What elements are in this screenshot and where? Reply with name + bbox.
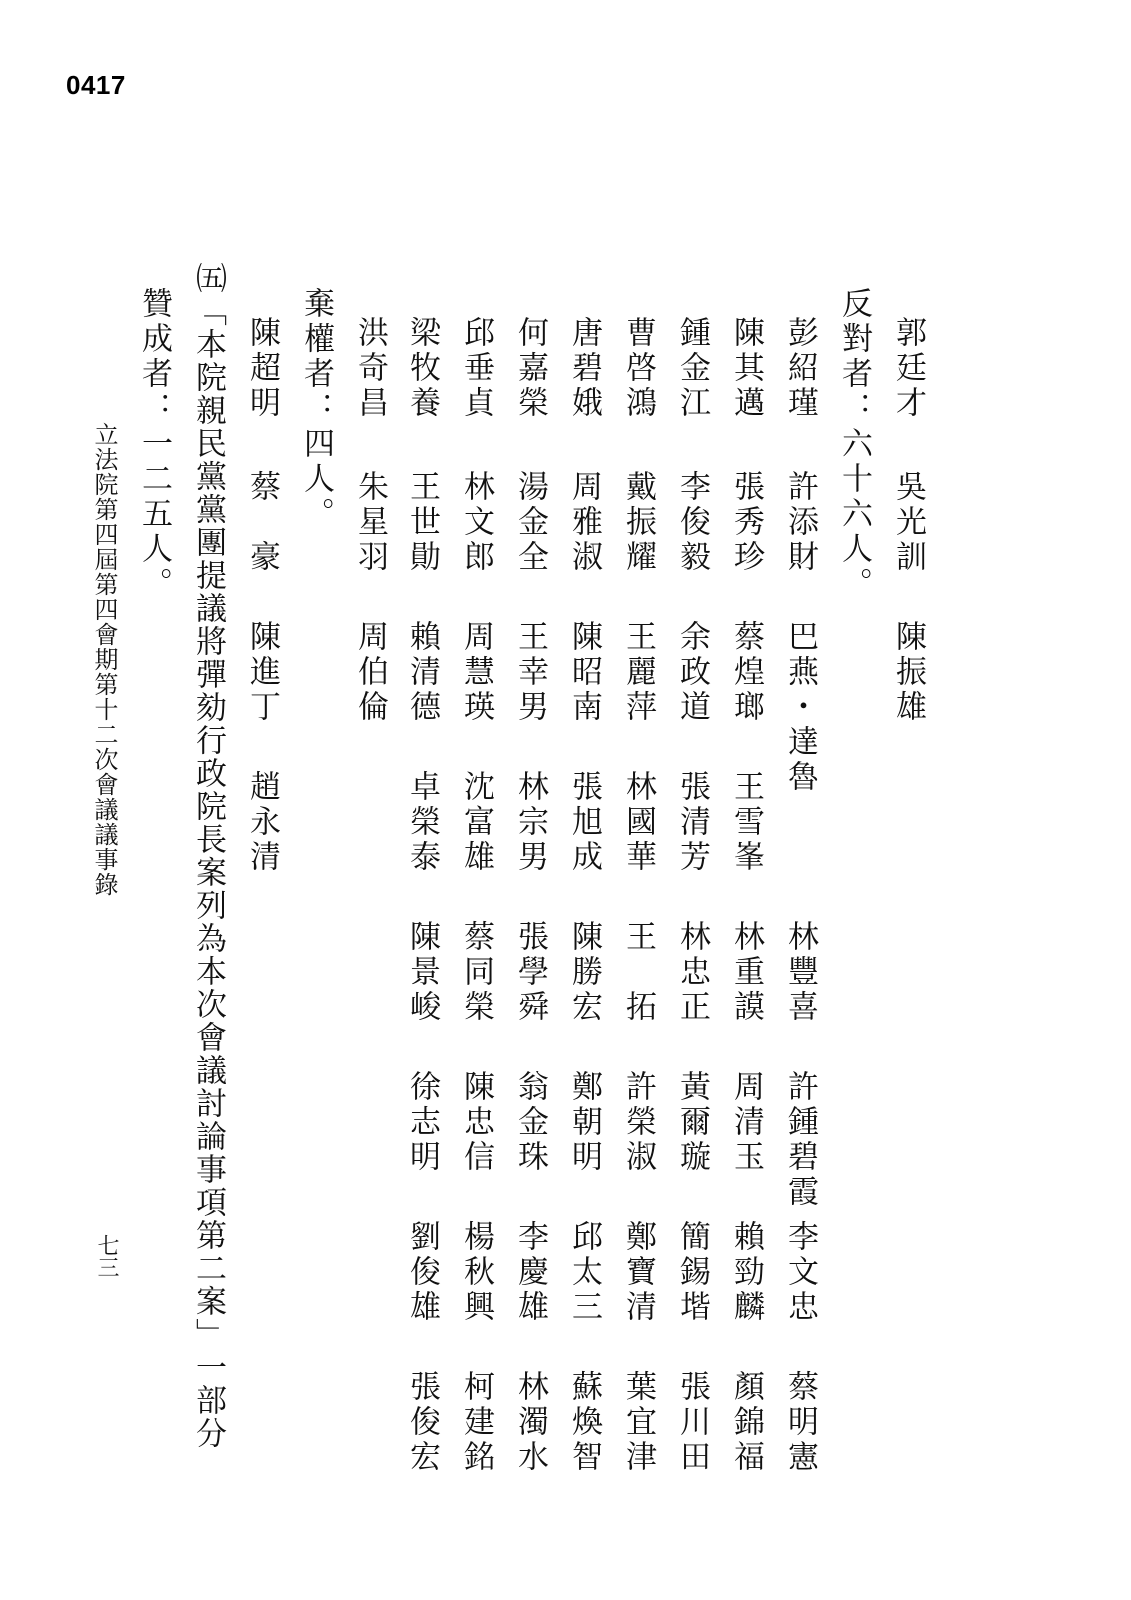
name-cell: 顏錦福 (728, 1370, 764, 1475)
name-cell: 徐志明 (404, 1070, 440, 1175)
name-cell: 王 拓 (620, 920, 656, 1025)
name-cell: 蔡煌瑯 (728, 620, 764, 725)
name-cell: 許榮淑 (620, 1070, 656, 1175)
name-cell: 趙永清 (244, 770, 280, 875)
name-cell: 張川田 (674, 1370, 710, 1475)
name-cell: 周慧瑛 (458, 620, 494, 725)
name-cell: 賴清德 (404, 620, 440, 725)
name-cell: 邱垂貞 (458, 316, 494, 421)
name-cell: 張旭成 (566, 770, 602, 875)
name-cell: 蔡同榮 (458, 920, 494, 1025)
name-cell: 林國華 (620, 770, 656, 875)
name-cell: 鄭朝明 (566, 1070, 602, 1175)
name-cell: 陳忠信 (458, 1070, 494, 1175)
name-cell: 葉宜津 (620, 1370, 656, 1475)
name-cell: 林豐喜 (782, 920, 818, 1025)
item-5-text: ㈤「本院親民黨黨團提議將彈劾行政院長案列為本次會議討論事項第二案」一部分 (190, 262, 226, 1450)
name-cell: 蔡 豪 (244, 470, 280, 575)
name-cell: 湯金全 (512, 470, 548, 575)
name-cell: 陳其邁 (728, 316, 764, 421)
name-cell: 沈富雄 (458, 770, 494, 875)
name-cell: 李慶雄 (512, 1220, 548, 1325)
name-cell: 吳光訓 (890, 470, 926, 575)
name-cell: 林文郎 (458, 470, 494, 575)
name-cell: 蘇煥智 (566, 1370, 602, 1475)
name-cell: 余政道 (674, 620, 710, 725)
name-cell: 柯建銘 (458, 1370, 494, 1475)
opposed-label: 反對者：六十六人。 (836, 287, 872, 602)
name-cell: 陳進丁 (244, 620, 280, 725)
name-cell: 周清玉 (728, 1070, 764, 1175)
folio-number: 七三 (94, 1234, 119, 1278)
name-cell: 張秀珍 (728, 470, 764, 575)
name-cell: 洪奇昌 (352, 316, 388, 421)
name-cell: 陳超明 (244, 316, 280, 421)
name-cell: 楊秋興 (458, 1220, 494, 1325)
name-cell: 李文忠 (782, 1220, 818, 1325)
name-cell: 張清芳 (674, 770, 710, 875)
name-cell: 許鍾碧霞 (782, 1070, 818, 1210)
name-cell: 許添財 (782, 470, 818, 575)
name-cell: 郭廷才 (890, 316, 926, 421)
name-cell: 賴勁麟 (728, 1220, 764, 1325)
name-cell: 翁金珠 (512, 1070, 548, 1175)
name-cell: 朱星羽 (352, 470, 388, 575)
name-cell: 陳勝宏 (566, 920, 602, 1025)
name-cell: 王麗萍 (620, 620, 656, 725)
name-cell: 蔡明憲 (782, 1370, 818, 1475)
name-cell: 王幸男 (512, 620, 548, 725)
name-cell: 張學舜 (512, 920, 548, 1025)
name-cell: 卓榮泰 (404, 770, 440, 875)
name-cell: 劉俊雄 (404, 1220, 440, 1325)
name-cell: 王世勛 (404, 470, 440, 575)
name-cell: 彭紹瑾 (782, 316, 818, 421)
name-cell: 李俊毅 (674, 470, 710, 575)
name-cell: 王雪峯 (728, 770, 764, 875)
name-cell: 巴燕・達魯 (782, 620, 818, 795)
name-cell: 唐碧娥 (566, 316, 602, 421)
name-cell: 陳景峻 (404, 920, 440, 1025)
running-header: 立法院第四屆第四會期第十二次會議議事錄 (90, 422, 118, 897)
name-cell: 何嘉榮 (512, 316, 548, 421)
name-cell: 周伯倫 (352, 620, 388, 725)
name-cell: 鄭寶清 (620, 1220, 656, 1325)
name-cell: 張俊宏 (404, 1370, 440, 1475)
name-cell: 簡錫堦 (674, 1220, 710, 1325)
name-cell: 黃爾璇 (674, 1070, 710, 1175)
name-cell: 梁牧養 (404, 316, 440, 421)
approve-label: 贊成者：一二五人。 (136, 287, 172, 602)
name-cell: 林濁水 (512, 1370, 548, 1475)
name-cell: 林忠正 (674, 920, 710, 1025)
page-number: 0417 (66, 70, 126, 100)
name-cell: 陳振雄 (890, 620, 926, 725)
name-cell: 周雅淑 (566, 470, 602, 575)
name-cell: 邱太三 (566, 1220, 602, 1325)
name-cell: 林重謨 (728, 920, 764, 1025)
abstain-label: 棄權者：四人。 (298, 287, 334, 532)
name-cell: 戴振耀 (620, 470, 656, 575)
name-cell: 林宗男 (512, 770, 548, 875)
name-cell: 鍾金江 (674, 316, 710, 421)
name-cell: 陳昭南 (566, 620, 602, 725)
name-cell: 曹啓鴻 (620, 316, 656, 421)
